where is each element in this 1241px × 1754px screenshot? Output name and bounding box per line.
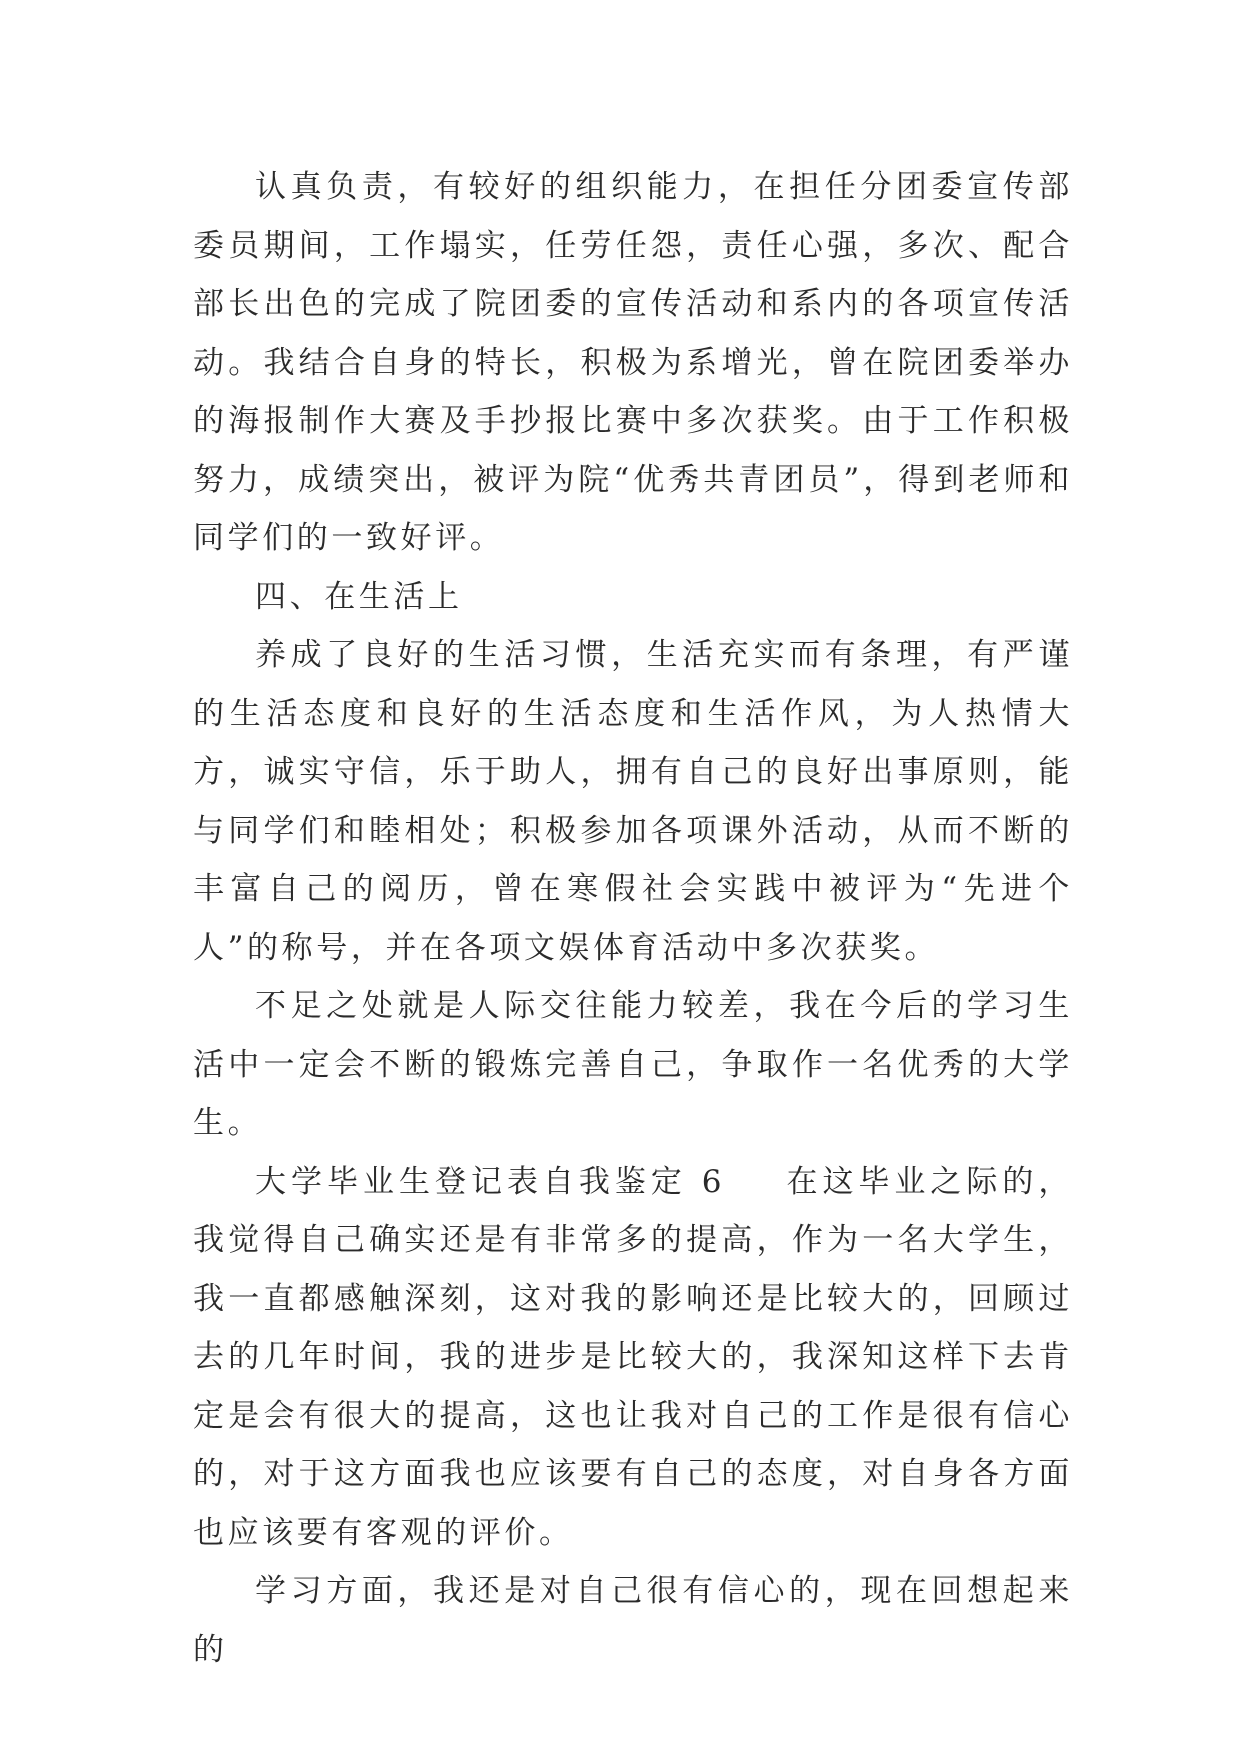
paragraph-text: 养成了良好的生活习惯，生活充实而有条理，有严谨的生活态度和良好的生活态度和生活作风，为人热情大方，诚实守信，乐于助人，拥有自己的良好出事原则，能与同学们和睦相处；积极参加各项课外活动，从而不断的丰富自己的阅历，曾在寒假社会实践中被评为“先进个人”的称号，并在各项文娱体育活动中多次获奖。 xyxy=(193,637,1073,966)
paragraph-work-responsibility xyxy=(193,158,1073,568)
heading-text: 四、在生活上 xyxy=(255,578,463,615)
paragraph-text: 学习方面，我还是对自己很有信心的，现在回想起来的 xyxy=(193,1573,1073,1668)
paragraph-study xyxy=(193,1562,1073,1679)
paragraph-text: 在这毕业之际的，我觉得自己确实还是有非常多的提高，作为一名大学生，我一直都感触深刻，这对我的影响还是比较大的，回顾过去的几年时间，我的进步是比较大的，我深知这样下去肯定是会有很大的提高，这也让我对自己的工作是很有信心的，对于这方面我也应该要有自己的态度，对自身各方面也应该要有客观的评价。 xyxy=(193,1163,1073,1551)
paragraph-life-habits xyxy=(193,626,1073,977)
paragraph-self-evaluation-6 xyxy=(193,1153,1073,1563)
paragraph-text: 认真负责，有较好的组织能力，在担任分团委宣传部委员期间，工作塌实，任劳任怨，责任心强，多次、配合部长出色的完成了院团委的宣传活动和系内的各项宣传活动。我结合自身的特长，积极为系增光，曾在院团委举办的海报制作大赛及手抄报比赛中多次获奖。由于工作积极努力，成绩突出，被评为院“优秀共青团员”，得到老师和同学们的一致好评。 xyxy=(193,169,1073,556)
inline-heading: 大学毕业生登记表自我鉴定 6 xyxy=(255,1163,726,1200)
paragraph-text: 不足之处就是人际交往能力较差，我在今后的学习生活中一定会不断的锻炼完善自己，争取作一名优秀的大学生。 xyxy=(193,988,1073,1141)
paragraph-shortcomings xyxy=(193,977,1073,1153)
document-body xyxy=(193,158,1073,1679)
section-heading-life xyxy=(193,568,1073,627)
